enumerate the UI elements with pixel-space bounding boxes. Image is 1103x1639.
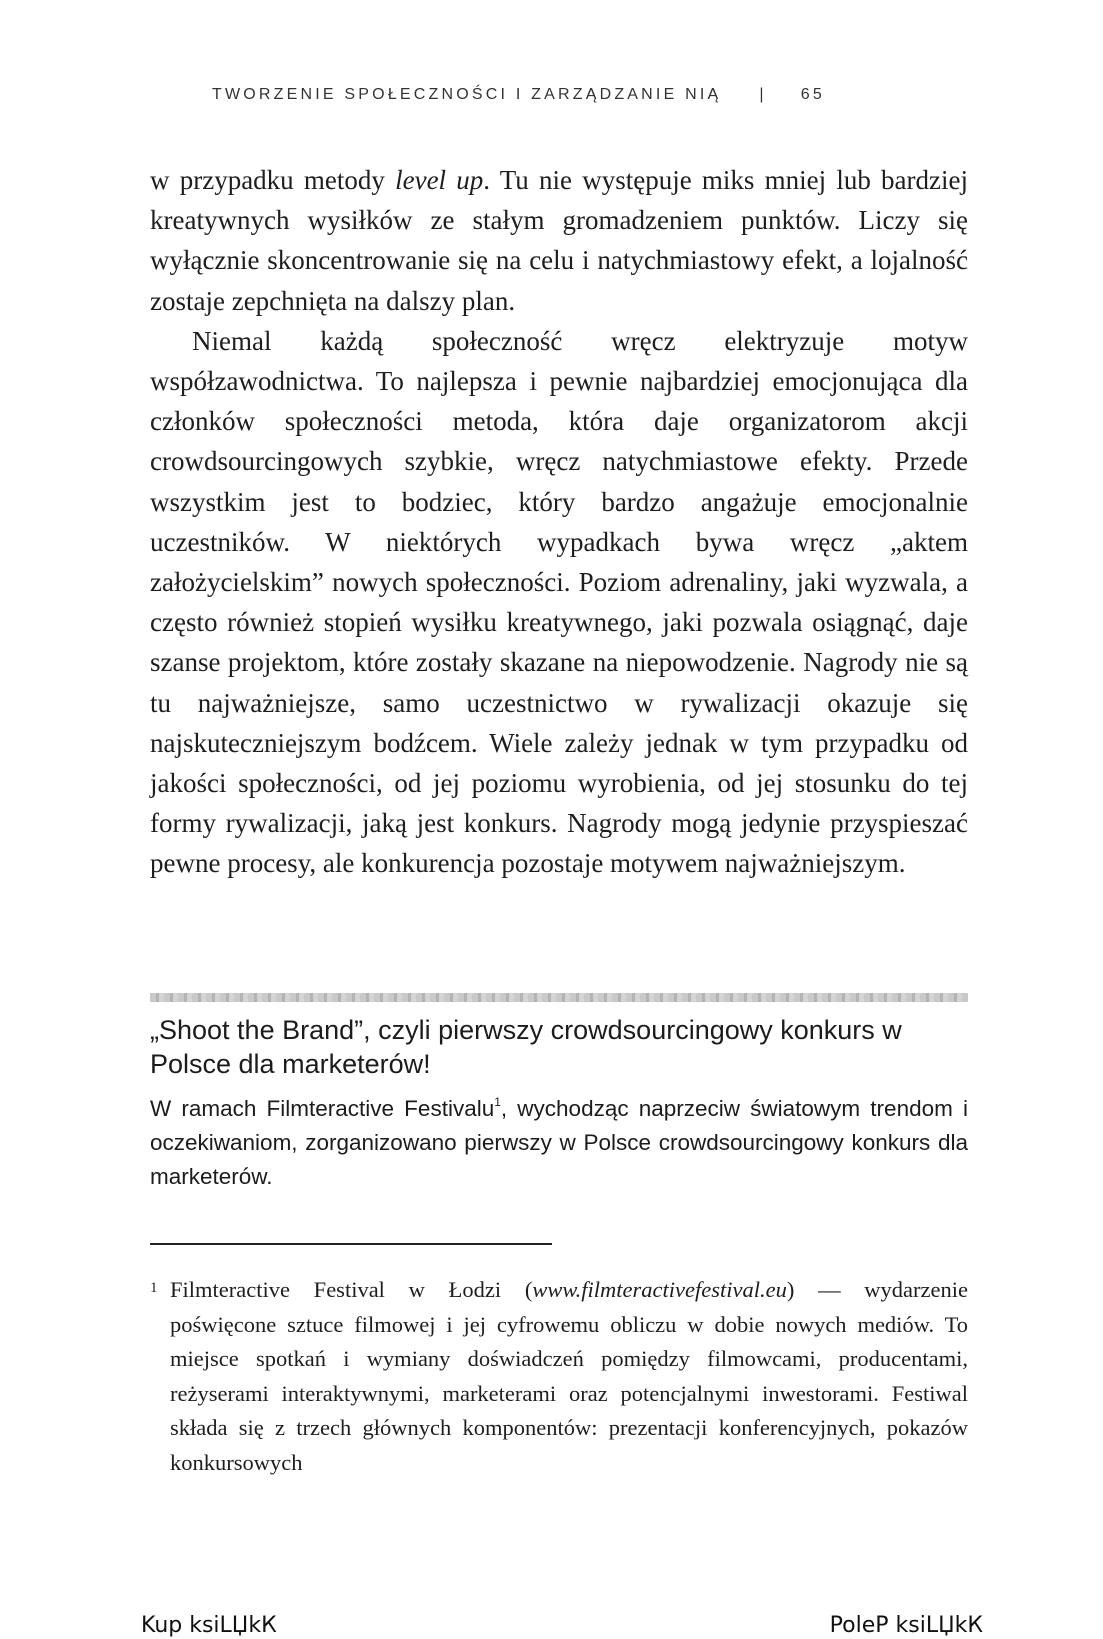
header-separator: | <box>759 86 767 103</box>
footnote-text <box>170 1273 968 1480</box>
main-text <box>150 160 968 884</box>
footnote-text-rest: ) — wydarzenie poświęcone sztuce filmowej i jej cyfrowemu obliczu w dobie nowych mediów. To miejsce spotkań i wymiany doświadczeń pomiędzy filmowcami, producentami, reżyserami interaktywnymi, marketerami oraz potencjalnymi inwestorami. Festiwal składa się z trzech głównych komponentów: prezentacji konferencyjnych, pokazów konkursowych <box>170 1277 968 1475</box>
footnote <box>150 1273 968 1480</box>
running-header-title: TWORZENIE SPOŁECZNOŚCI I ZARZĄDZANIE NIĄ <box>212 86 722 103</box>
box-text-start: W ramach Filmteractive Festivalu <box>150 1096 495 1121</box>
paragraph-2: Niemal każdą społeczność wręcz elektryzuje motyw współzawodnictwa. To najlepsza i pewnie najbardziej emocjonująca dla członków społeczności metoda, która daje organizatorom akcji crowdsourcingowych szybkie, wręcz natychmiastowe efekty. Przede wszystkim jest to bodziec, który bardzo angażuje emocjonalnie uczestników. W niektórych wypadkach bywa wręcz „aktem założycielskim” nowych społeczności. Poziom adrenaliny, jaki wyzwala, a często również stopień wysiłku kreatywnego, jaki pozwala osiągnąć, daje szanse projektom, które zostały skazane na niepowodzenie. Nagrody nie są tu najważniejsze, samo uczestnictwo w rywalizacji okazuje się najskuteczniejszym bodźcem. Wiele zależy jednak w tym przypadku od jakości społeczności, od jej poziomu wyrobienia, od jej stosunku do tej formy rywalizacji, jaką jest konkurs. Nagrody mogą jedynie przyspieszać pewne procesy, ale konkurencja pozostaje motywem najważniejszym. <box>150 325 968 879</box>
box-text-rest: , wychodząc naprzeciw światowym trendom i oczekiwaniom, zorganizowano pierwszy w Polsce crowdsourcingowy konkurs dla marketerów. <box>150 1096 968 1189</box>
footnote-rule <box>150 1243 552 1245</box>
footnote-number: 1 <box>150 1280 158 1296</box>
paragraph-1-rest: . Tu nie występuje miks mniej lub bardziej kreatywnych wysiłków ze stałym gromadzeniem punktów. Liczy się wyłącznie skoncentrowanie się na celu i natychmiastowy efekt, a lojalność zostaje zepchnięta na dalszy plan. <box>150 165 968 316</box>
footer-recommend-book-link[interactable]: PoleР ksiLЏkК <box>829 1613 983 1638</box>
footnote-reference: 1 <box>494 1095 501 1109</box>
running-header <box>212 86 972 104</box>
paragraph-1-emphasis: level up <box>395 165 484 195</box>
footnote-url: www.filmteractivefestival.eu <box>532 1277 787 1302</box>
box-text <box>150 1092 968 1194</box>
box-divider-bar <box>150 993 968 1002</box>
box-heading: „Shoot the Brand”, czyli pierwszy crowdsourcingowy konkurs w Polsce dla marketerów! <box>150 1015 902 1079</box>
footnote-text-start: Filmteractive Festival w Łodzi ( <box>170 1277 533 1302</box>
page-number: 65 <box>800 86 825 103</box>
paragraph-1-start: w przypadku metody <box>150 165 396 195</box>
footer-buy-book-link[interactable]: Kup ksiLЏkК <box>141 1613 277 1638</box>
paragraph-1 <box>150 160 968 321</box>
